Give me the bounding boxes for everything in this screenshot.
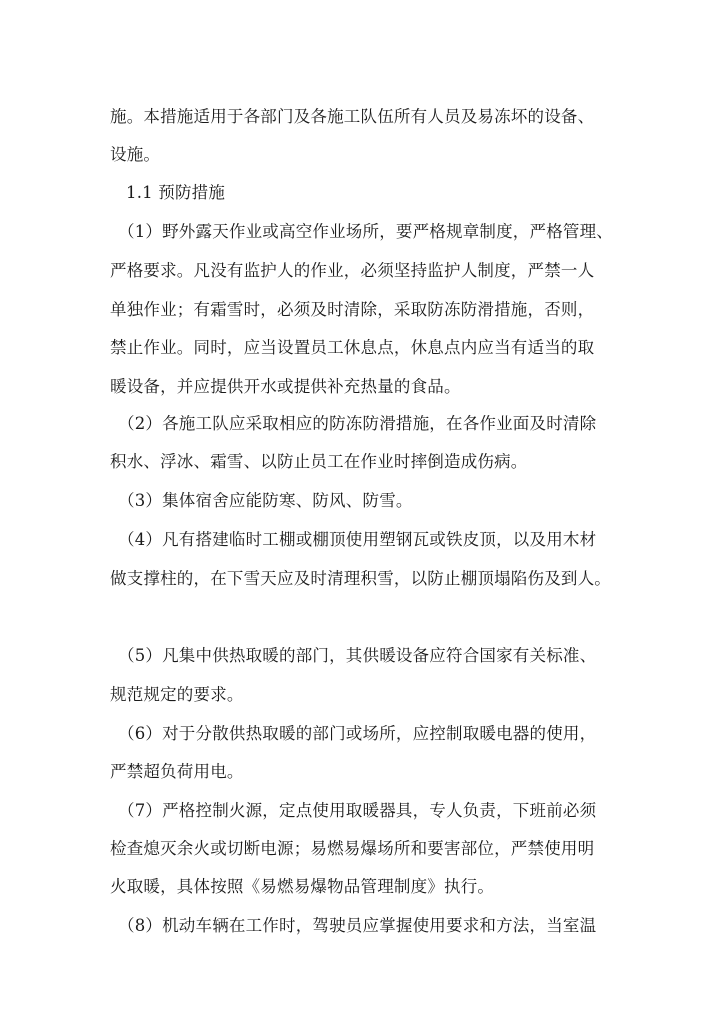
text-line-2: 设施。 — [110, 145, 161, 164]
paragraph-1-line-2: 严格要求。凡没有监护人的作业，必须坚持监护人制度，严禁一人 — [110, 261, 595, 280]
paragraph-2-line-1: （2）各施工队应采取相应的防冻防滑措施，在各作业面及时清除 — [118, 414, 597, 433]
paragraph-5-line-2: 规范规定的要求。 — [110, 685, 244, 704]
text-line-1: 施。本措施适用于各部门及各施工队伍所有人员及易冻坏的设备、 — [110, 107, 595, 126]
paragraph-3-line-1: （3）集体宿舍应能防寒、防风、防雪。 — [118, 491, 413, 510]
paragraph-1-line-5: 暖设备，并应提供开水或提供补充热量的食品。 — [110, 377, 461, 396]
paragraph-1-line-3: 单独作业；有霜雪时，必须及时清除，采取防冻防滑措施，否则， — [110, 300, 595, 319]
paragraph-2-line-2: 积水、浮冰、霜雪、以防止员工在作业时摔倒造成伤病。 — [110, 452, 528, 471]
paragraph-7-line-2: 检查熄灭余火或切断电源；易燃易爆场所和要害部位，严禁使用明 — [110, 839, 595, 858]
paragraph-7-line-1: （7）严格控制火源，定点使用取暖器具，专人负责，下班前必须 — [118, 801, 597, 820]
paragraph-8-line-1: （8）机动车辆在工作时，驾驶员应掌握使用要求和方法，当室温 — [118, 916, 597, 935]
paragraph-6-line-2: 严禁超负荷用电。 — [110, 762, 244, 781]
paragraph-7-line-3: 火取暖，具体按照《易燃易爆物品管理制度》执行。 — [110, 877, 495, 896]
section-heading: 1.1 预防措施 — [126, 183, 226, 202]
paragraph-4-line-2: 做支撑柱的，在下雪天应及时清理积雪，以防止棚顶塌陷伤及到人。 — [110, 569, 611, 588]
paragraph-5-line-1: （5）凡集中供热取暖的部门，其供暖设备应符合国家有关标准、 — [118, 646, 597, 665]
paragraph-6-line-1: （6）对于分散供热取暖的部门或场所，应控制取暖电器的使用， — [118, 724, 597, 743]
paragraph-4-line-1: （4）凡有搭建临时工棚或棚顶使用塑钢瓦或铁皮顶，以及用木材 — [118, 530, 597, 549]
paragraph-1-line-4: 禁止作业。同时，应当设置员工休息点，休息点内应当有适当的取 — [110, 338, 595, 357]
paragraph-1-line-1: （1）野外露天作业或高空作业场所，要严格规章制度，严格管理、 — [118, 222, 613, 241]
